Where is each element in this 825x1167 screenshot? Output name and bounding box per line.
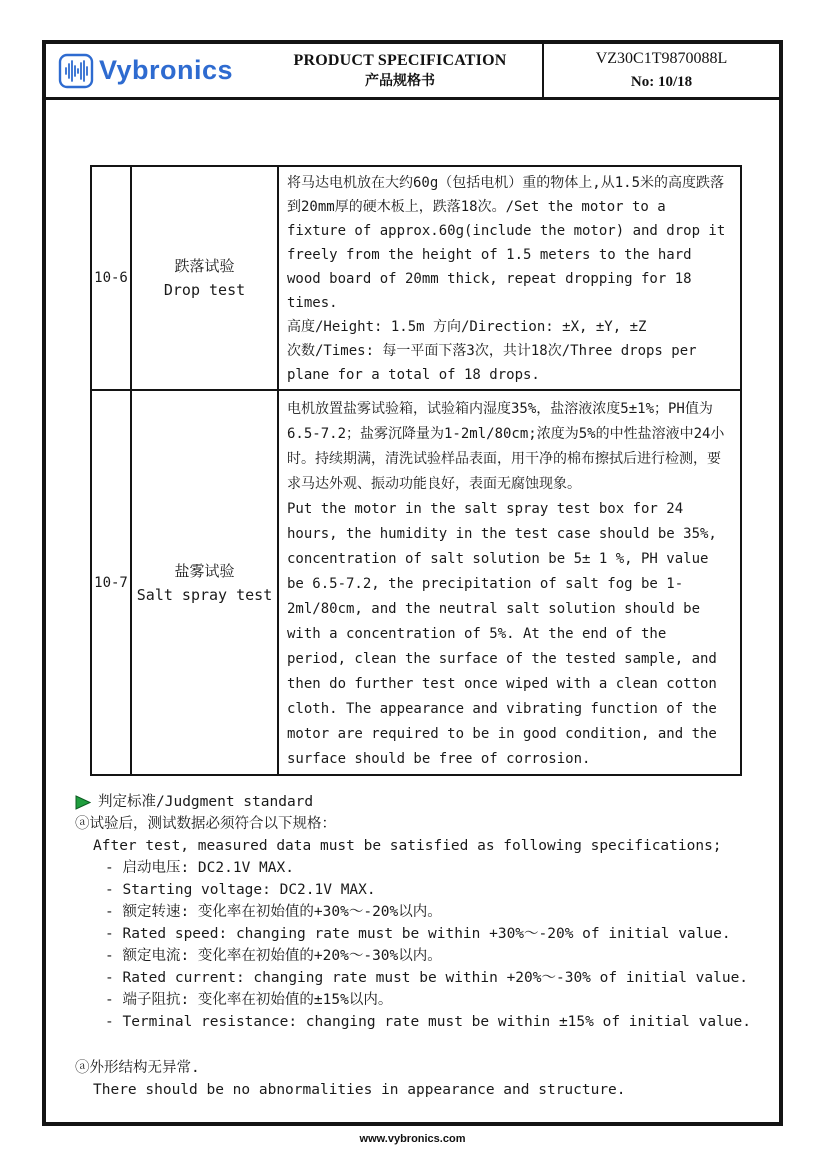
vybronics-logo <box>46 44 258 97</box>
page-frame <box>42 40 783 1126</box>
judgment-item-en: After test, measured data must be satisfied as following specifications; <box>93 838 722 854</box>
vibration-logo-icon <box>58 53 94 89</box>
spec-list-item: - Rated speed: changing rate must be within +30%～-20% of initial value. <box>105 926 731 942</box>
test-name-cn: 跌落试验 <box>174 257 235 275</box>
description-paragraph: 将马达电机放在大约60g（包括电机）重的物体上,从1.5米的高度跌落到20mm厚的硬木板上，跌落18次。/Set the motor to a fixture of approx.60g(include the motor) and drop it freely from the height of 1.5 meters to the hard wood board of 20mm thick, repeat dropping for 18 times. <box>287 175 726 311</box>
judgment-spec-list <box>75 857 779 1033</box>
description-paragraph: Put the motor in the salt spray test box for 24 hours, the humidity in the test case should be 35%, concentration of salt solution be 5± 1 %, PH value be 6.5-7.2, the precipitation of salt fog be 1-2ml/80cm, and the neutral salt solution should be with a concentration of 5%. At the end of the period, clean the surface of the tested sample, and then do further test once wiped with a clean cotton cloth. The appearance and vibrating function of the motor are required to be in good condition, and the surface should be free of corrosion. <box>287 501 717 767</box>
green-arrow-icon <box>75 795 91 810</box>
spec-list-item: - 额定电流: 变化率在初始值的+20%～-30%以内。 <box>105 948 442 964</box>
footer-url: www.vybronics.com <box>359 1133 466 1145</box>
document-title-en: PRODUCT SPECIFICATION <box>293 52 507 70</box>
test-name-cell <box>131 390 278 775</box>
spec-list-item: - Terminal resistance: changing rate must be within ±15% of initial value. <box>105 1014 752 1030</box>
vybronics-logo-text: Vybronics <box>99 55 234 85</box>
row-id: 10-7 <box>91 390 131 775</box>
judgment-heading <box>75 791 779 813</box>
description-paragraph: 电机放置盐雾试验箱，试验箱内湿度35%，盐溶液浓度5±1%；PH值为6.5-7.2；盐雾沉降量为1-2ml/80cm;浓度为5%的中性盐溶液中24小时。持续期满，清洗试验样品表面，用干净的棉布擦拭后进行检测，要求马达外观、振动功能良好，表面无腐蚀现象。 <box>287 401 725 492</box>
test-name-cn: 盐雾试验 <box>174 561 235 580</box>
spec-list-item: - Rated current: changing rate must be within +20%～-30% of initial value. <box>105 970 749 986</box>
test-description-cell <box>278 390 741 775</box>
header-title-block <box>258 44 542 97</box>
page-header <box>46 44 779 100</box>
judgment-standard-section <box>75 791 779 1101</box>
test-description-cell <box>278 166 741 390</box>
table-row-drop-test <box>91 166 741 390</box>
document-code: VZ30C1T9870088L <box>595 50 728 68</box>
spec-list-item: - Starting voltage: DC2.1V MAX. <box>105 882 376 898</box>
table-row-salt-spray-test <box>91 390 741 775</box>
page-number: No: 10/18 <box>630 74 693 91</box>
judgment-item2-cn: ⓐ外形结构无异常. <box>75 1060 200 1076</box>
judgment-item2-en: There should be no abnormalities in appearance and structure. <box>93 1082 626 1098</box>
judgment-heading-label: 判定标准/Judgment standard <box>98 794 314 810</box>
header-doc-info <box>542 44 779 97</box>
test-spec-table <box>90 165 742 776</box>
row-id: 10-6 <box>91 166 131 390</box>
spec-list-item: - 额定转速: 变化率在初始值的+30%～-20%以内。 <box>105 904 442 920</box>
test-name-en: Drop test <box>163 281 246 299</box>
description-paragraph: 高度/Height: 1.5m 方向/Direction: ±X, ±Y, ±Z <box>287 319 647 335</box>
document-title-cn: 产品规格书 <box>365 72 435 89</box>
test-name-cell <box>131 166 278 390</box>
test-name-en: Salt spray test <box>136 585 273 604</box>
description-paragraph: 次数/Times: 每一平面下落3次，共计18次/Three drops per plane for a total of 18 drops. <box>287 343 697 383</box>
judgment-item-cn: ⓐ试验后，测试数据必须符合以下规格： <box>75 816 336 832</box>
spec-list-item: - 端子阻抗: 变化率在初始值的±15%以内。 <box>105 992 393 1008</box>
spec-list-item: - 启动电压: DC2.1V MAX. <box>105 860 294 876</box>
